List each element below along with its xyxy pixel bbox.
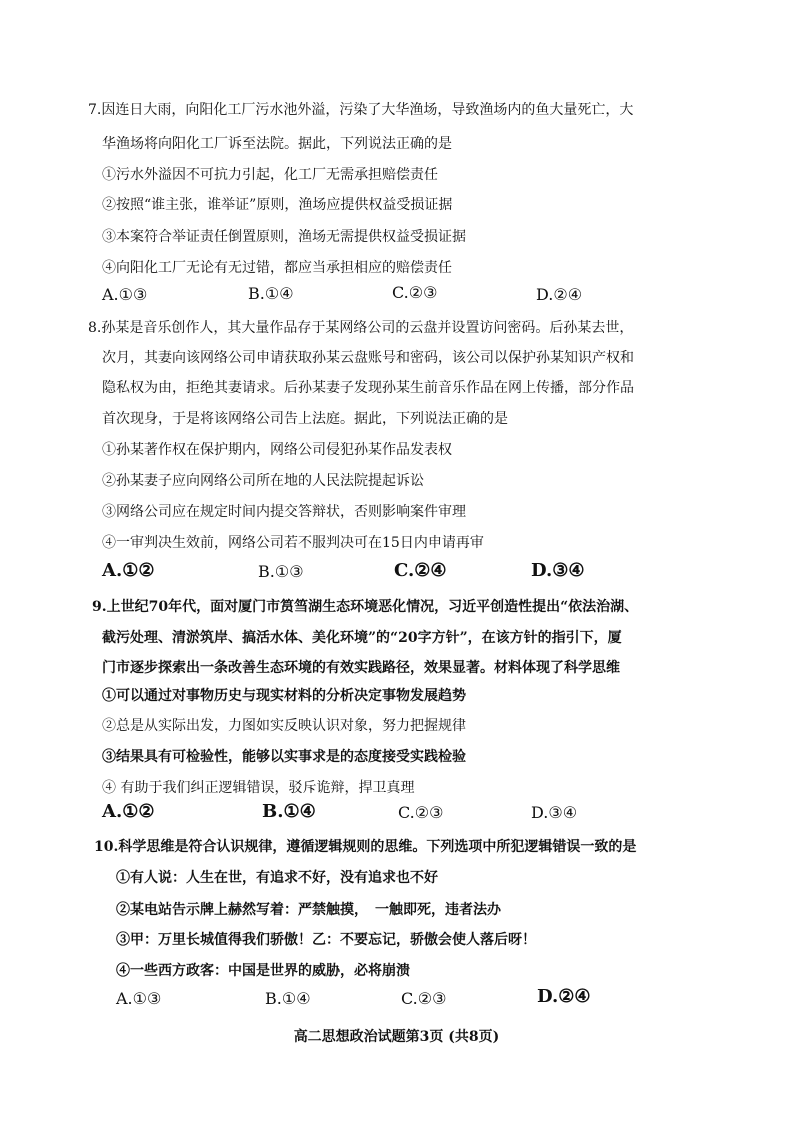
page-footer: 高二思想政治试题第3页 (共8页) <box>293 1029 500 1045</box>
q10-item-3: ③甲：万里长城值得我们骄傲！乙：不要忘记，骄傲会使人落后呀！ <box>116 932 536 948</box>
q7-option-d: D.②④ <box>536 285 583 304</box>
q10-option-b: B.①④ <box>265 989 311 1008</box>
q8-item-2: ②孙某妻子应向网络公司所在地的人民法院提起诉讼 <box>102 473 424 489</box>
q10-stem-line-1: 10.科学思维是符合认识规律，遵循逻辑规则的思维。下列选项中所犯逻辑错误一致的是 <box>94 839 637 855</box>
q9-option-a: A.①② <box>102 801 155 822</box>
q8-option-b: B.①③ <box>258 562 304 581</box>
q10-option-c: C.②③ <box>401 989 447 1008</box>
q9-stem-line-1: 9.上世纪70年代，面对厦门市筼筜湖生态环境恶化情况，习近平创造性提出“依法治湖、 <box>92 599 639 615</box>
q10-item-2: ②某电站告示牌上赫然写着：严禁触摸， 一触即死，违者法办 <box>116 902 501 918</box>
q9-item-3: ③结果具有可检验性，能够以实事求是的态度接受实践检验 <box>102 749 466 765</box>
q7-option-b: B.①④ <box>248 284 294 303</box>
q9-option-b: B.①④ <box>262 801 316 822</box>
q8-stem-line-3: 隐私权为由，拒绝其妻请求。后孙某妻子发现孙某生前音乐作品在网上传播，部分作品 <box>102 380 634 396</box>
q8-stem-line-4: 首次现身，于是将该网络公司告上法庭。据此，下列说法正确的是 <box>102 411 508 427</box>
q9-stem-line-3: 门市逐步探索出一条改善生态环境的有效实践路径，效果显著。材料体现了科学思维 <box>102 660 620 676</box>
q8-stem-line-2: 次月，其妻向该网络公司申请获取孙某云盘账号和密码，该公司以保护孙某知识产权和 <box>102 350 634 366</box>
q8-option-d: D.③④ <box>531 560 585 581</box>
q8-item-3: ③网络公司应在规定时间内提交答辩状，否则影响案件审理 <box>102 504 466 520</box>
q9-option-c: C.②③ <box>398 803 444 822</box>
q8-item-1: ①孙某著作权在保护期内，网络公司侵犯孙某作品发表权 <box>102 442 452 458</box>
q10-item-1: ①有人说：人生在世，有追求不好，没有追求也不好 <box>116 870 438 886</box>
q8-option-c: C.②④ <box>394 560 447 581</box>
q7-option-a: A.①③ <box>102 285 148 304</box>
q7-item-1: ①污水外溢因不可抗力引起，化工厂无需承担赔偿责任 <box>102 167 438 183</box>
q9-item-1: ①可以通过对事物历史与现实材料的分析决定事物发展趋势 <box>102 688 466 704</box>
q8-item-4: ④一审判决生效前，网络公司若不服判决可在15日内申请再审 <box>102 535 484 551</box>
q8-option-a: A.①② <box>102 560 155 581</box>
q7-option-c: C.②③ <box>392 283 438 302</box>
q9-option-d: D.③④ <box>531 803 578 822</box>
q7-stem-line-1: 7.因连日大雨，向阳化工厂污水池外溢，污染了大华渔场，导致渔场内的鱼大量死亡，大 <box>88 102 634 118</box>
q9-item-4: ④ 有助于我们纠正逻辑错误，驳斥诡辩，捍卫真理 <box>102 780 415 796</box>
q8-stem-line-1: 8.孙某是音乐创作人，其大量作品存于某网络公司的云盘并设置访问密码。后孙某去世， <box>88 320 634 336</box>
q7-item-3: ③本案符合举证责任倒置原则，渔场无需提供权益受损证据 <box>102 229 466 245</box>
q7-item-4: ④向阳化工厂无论有无过错，都应当承担相应的赔偿责任 <box>102 260 452 276</box>
q10-option-d: D.②④ <box>537 986 591 1007</box>
q7-stem-line-2: 华渔场将向阳化工厂诉至法院。据此，下列说法正确的是 <box>102 136 452 152</box>
q10-option-a: A.①③ <box>116 989 162 1008</box>
q9-item-2: ②总是从实际出发，力图如实反映认识对象，努力把握规律 <box>102 718 466 734</box>
q10-item-4: ④一些西方政客：中国是世界的威胁，必将崩溃 <box>116 963 410 979</box>
q9-stem-line-2: 截污处理、清淤筑岸、搞活水体、美化环境”的“20字方针”，在该方针的指引下，厦 <box>102 630 622 646</box>
q7-item-2: ②按照“谁主张，谁举证”原则，渔场应提供权益受损证据 <box>102 197 453 213</box>
